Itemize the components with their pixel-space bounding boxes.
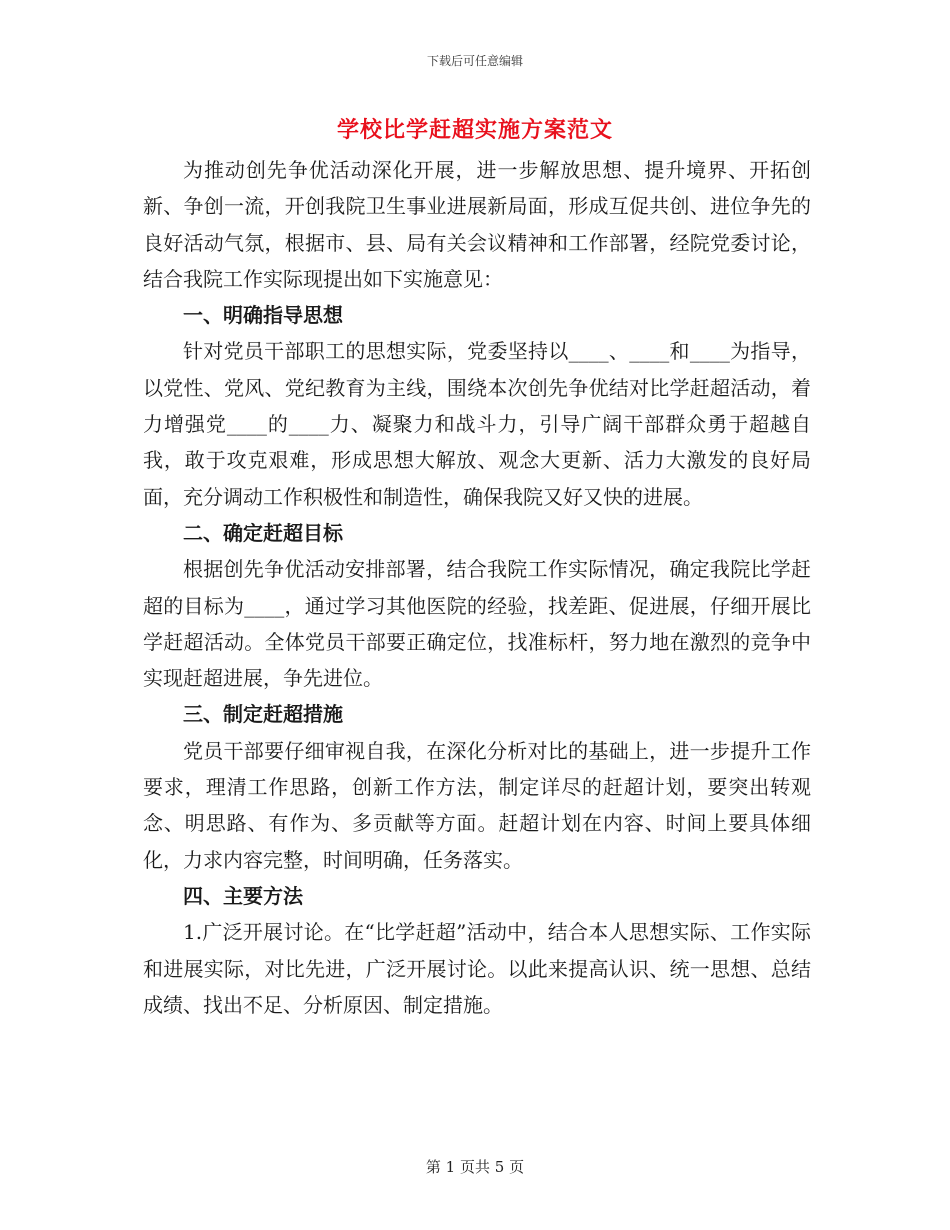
- section-heading-1: 一、明确指导思想: [183, 303, 343, 328]
- document-body: [143, 152, 811, 1023]
- section-paragraph-4: 1.广泛开展讨论。在“比学赶超”活动中，结合本人思想实际、工作实际和进展实际，对比先进，广泛开展讨论。以此来提高认识、统一思想、总结成绩、找出不足、分析原因、制定措施。: [143, 920, 811, 1017]
- section-paragraph-2: 根据创先争优活动安排部署，结合我院工作实际情况，确定我院比学赶超的目标为____，通过学习其他医院的经验，找差距、促进展，仔细开展比学赶超活动。全体党员干部要正确定位，找准标杆，努力地在激烈的竞争中实现赶超进展，争先进位。: [143, 557, 811, 691]
- section-heading-2: 二、确定赶超目标: [183, 520, 343, 545]
- section-heading-4: 四、主要方法: [183, 883, 303, 908]
- section-paragraph-3: 党员干部要仔细审视自我，在深化分析对比的基础上，进一步提升工作要求，理清工作思路，创新工作方法，制定详尽的赶超计划，要突出转观念、明思路、有作为、多贡献等方面。赶超计划在内容、时间上要具体细化，力求内容完整，时间明确，任务落实。: [143, 738, 811, 872]
- page-number: 第 1 页共 5 页: [425, 1158, 525, 1176]
- document-title: 学校比学赶超实施方案范文: [336, 117, 613, 143]
- intro-paragraph: 为推动创先争优活动深化开展，进一步解放思想、提升境界、开拓创新、争创一流，开创我院卫生事业进展新局面，形成互促共创、进位争先的良好活动气氛，根据市、县、局有关会议精神和工作部署，经院党委讨论，结合我院工作实际现提出如下实施意见：: [143, 158, 811, 291]
- header-note: 下载后可任意编辑: [426, 54, 523, 68]
- section-heading-3: 三、制定赶超措施: [183, 702, 343, 727]
- section-paragraph-1: 针对党员干部职工的思想实际，党委坚持以____、____和____为指导，以党性、党风、党纪教育为主线，围绕本次创先争优结对比学赶超活动，着力增强党____的____力、凝聚力和战斗力，引导广阔干部群众勇于超越自我，敢于攻克艰难，形成思想大解放、观念大更新、活力大激发的良好局面，充分调动工作积极性和制造性，确保我院又好又快的进展。: [143, 339, 811, 509]
